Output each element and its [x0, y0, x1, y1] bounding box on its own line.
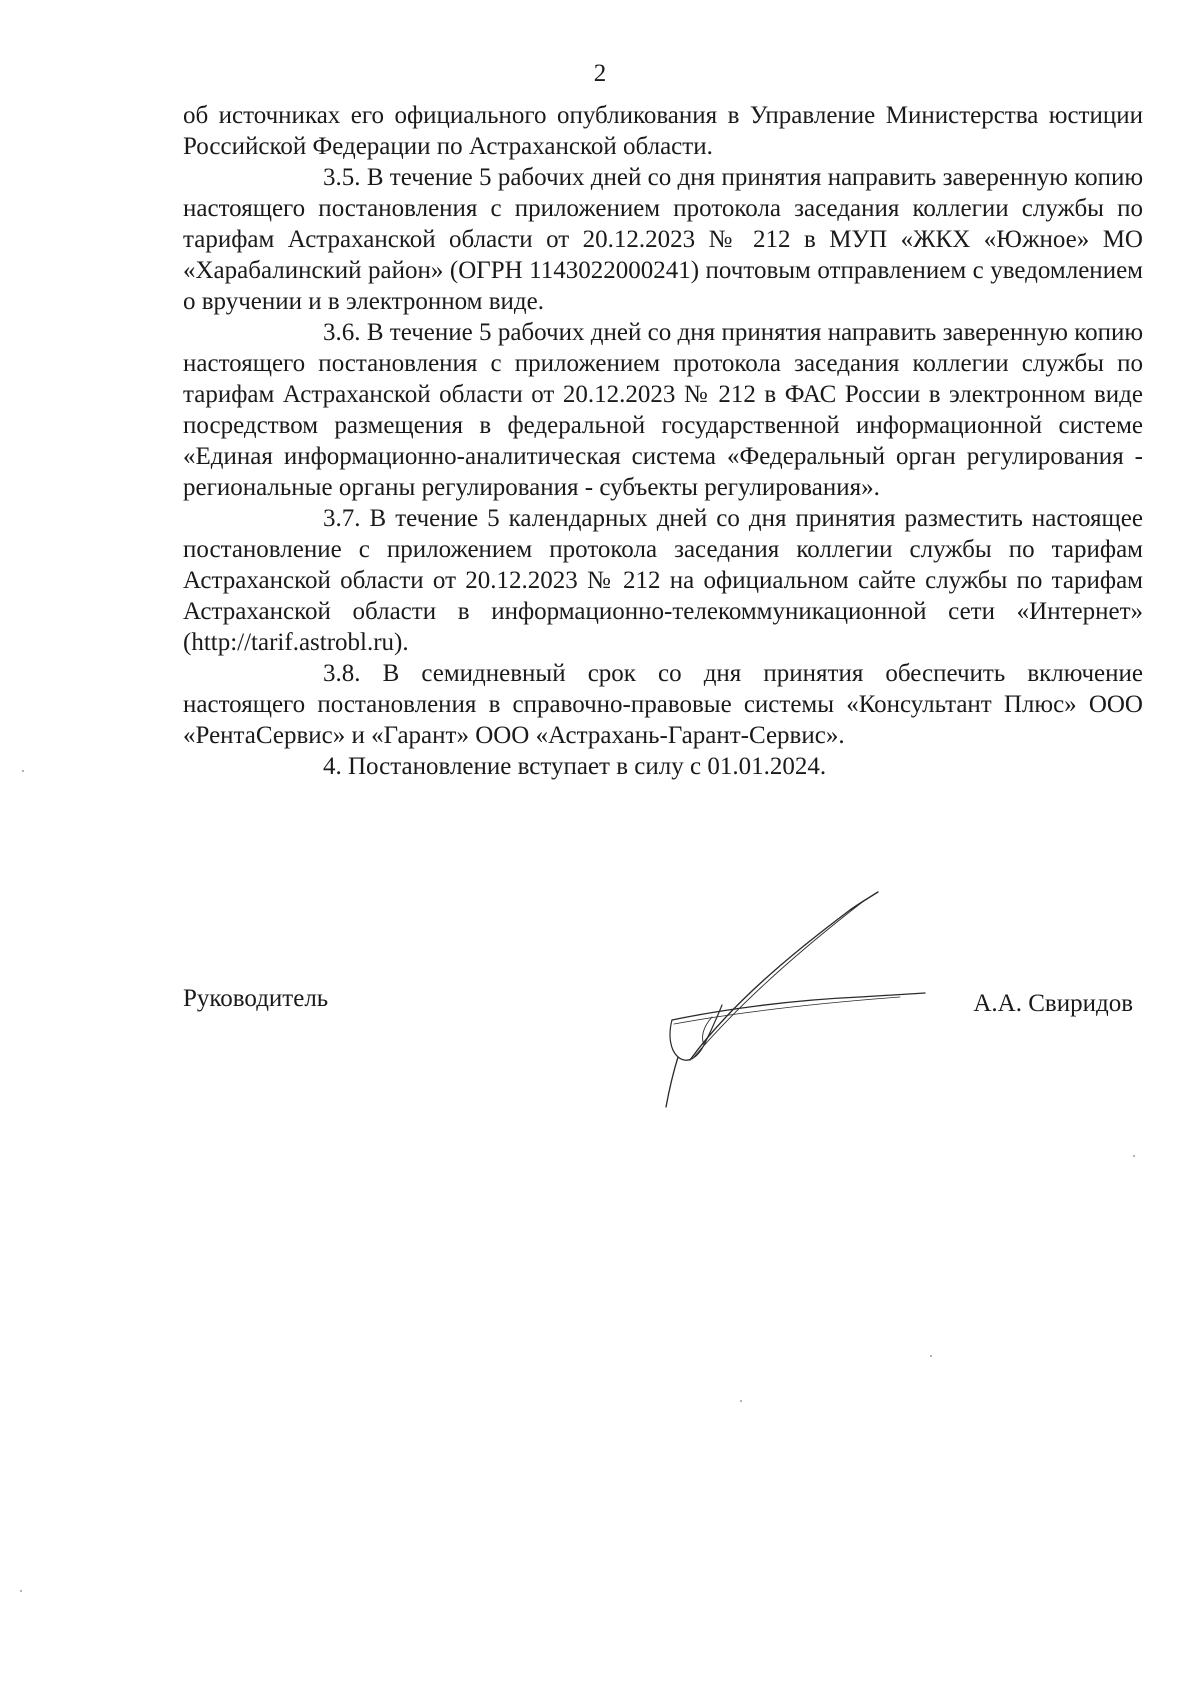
paragraph-text: В течение 5 рабочих дней со дня принятия направить заверенную копию настоящего постановления с приложением протокола заседания коллегии службы по тарифам Астраханской области от 20.12.2023 № 212 в ФАС России в электронном виде посредством размещения в федеральной государственной информационной системе «Единая информационно-аналитическая система «Федеральный орган регулирования - региональные органы регулирования - субъекты регулирования».	[183, 319, 1144, 501]
paragraph-3-8	[183, 658, 1143, 751]
page-number: 2	[593, 60, 607, 87]
paragraph-text: В семидневный срок со дня принятия обеспечить включение настоящего постановления в справочно-правовые системы «Консультант Плюс» ООО «РентаСервис» и «Гарант» ООО «Астрахань-Гарант-Сервис».	[183, 660, 1144, 749]
paragraph-text: В течение 5 календарных дней со дня принятия разместить настоящее постановление с приложением протокола заседания коллегии службы по тарифам Астраханской области от 20.12.2023 № 212 на официальном сайте службы по тарифам Астраханской области в информационно-телекоммуникационной сети «Интернет» (http://tarif.astrobl.ru).	[183, 505, 1143, 656]
scan-speck	[22, 770, 24, 772]
paragraph-3-7	[183, 503, 1143, 658]
paragraph-text: В течение 5 рабочих дней со дня принятия направить заверенную копию настоящего постановления с приложением протокола заседания коллегии службы по тарифам Астраханской области от 20.12.2023 № 212 в МУП «ЖКХ «Южное» МО «Харабалинский район» (ОГРН 1143022000241) почтовым отправлением с уведомлением о вручении и в электронном виде.	[183, 164, 1144, 315]
signer-name: А.А. Свиридов	[973, 990, 1133, 1017]
paragraph-number: 3.7.	[323, 505, 361, 532]
scan-speck	[930, 1355, 932, 1357]
signer-title: Руководитель	[183, 985, 329, 1012]
paragraph-3-6	[183, 317, 1143, 503]
scan-speck	[1133, 1155, 1135, 1157]
scan-speck	[20, 1590, 22, 1592]
handwritten-signature	[660, 885, 940, 1125]
scan-speck	[740, 1400, 742, 1402]
paragraph-4	[183, 751, 1143, 782]
paragraph-text: об источниках его официального опубликования в Управление Министерства юстиции Российской Федерации по Астраханской области.	[183, 102, 1143, 160]
paragraph-3-5	[183, 162, 1143, 317]
paragraph-continuation	[183, 100, 1143, 162]
paragraph-number: 3.8.	[323, 660, 361, 687]
paragraph-number: 4.	[323, 753, 342, 780]
document-body	[183, 100, 1143, 782]
paragraph-number: 3.6.	[323, 319, 361, 346]
paragraph-number: 3.5.	[323, 164, 361, 191]
paragraph-text: Постановление вступает в силу с 01.01.2024.	[348, 753, 827, 780]
